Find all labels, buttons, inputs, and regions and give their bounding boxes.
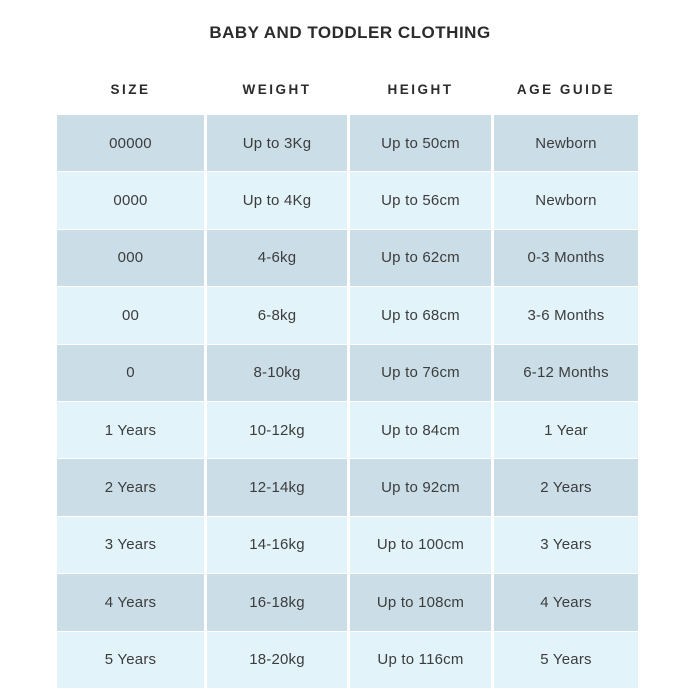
- table-cell: 00000: [57, 115, 204, 171]
- table-cell: 0-3 Months: [494, 230, 638, 286]
- column-header-age-guide: AGE GUIDE: [516, 81, 616, 97]
- table-cell: 5 Years: [57, 632, 204, 688]
- table-cell: Up to 108cm: [350, 574, 491, 630]
- table-cell: Up to 100cm: [350, 517, 491, 573]
- table-cell: 14-16kg: [207, 517, 347, 573]
- table-cell: 16-18kg: [207, 574, 347, 630]
- table-cell: 1 Years: [57, 402, 204, 458]
- table-cell: 6-8kg: [207, 287, 347, 343]
- table-cell: Up to 56cm: [350, 172, 491, 228]
- table-cell: 4 Years: [494, 574, 638, 630]
- table-cell: 2 Years: [57, 459, 204, 515]
- table-cell: Up to 84cm: [350, 402, 491, 458]
- table-cell: Up to 116cm: [350, 632, 491, 688]
- table-cell: Up to 62cm: [350, 230, 491, 286]
- table-cell: Newborn: [494, 115, 638, 171]
- table-cell: 12-14kg: [207, 459, 347, 515]
- column-header-weight: WEIGHT: [242, 81, 312, 97]
- table-cell: Up to 92cm: [350, 459, 491, 515]
- column-header-height: HEIGHT: [387, 81, 454, 97]
- table-cell: 0: [57, 345, 204, 401]
- table-cell: 4-6kg: [207, 230, 347, 286]
- table-cell: 2 Years: [494, 459, 638, 515]
- table-cell: 4 Years: [57, 574, 204, 630]
- column-header-size: SIZE: [110, 81, 151, 97]
- table-cell: 3 Years: [494, 517, 638, 573]
- table-cell: Up to 50cm: [350, 115, 491, 171]
- table-cell: 8-10kg: [207, 345, 347, 401]
- table-cell: Up to 4Kg: [207, 172, 347, 228]
- table-cell: 18-20kg: [207, 632, 347, 688]
- page-title: BABY AND TODDLER CLOTHING: [209, 23, 491, 42]
- table-cell: Up to 76cm: [350, 345, 491, 401]
- table-cell: 3-6 Months: [494, 287, 638, 343]
- table-cell: 5 Years: [494, 632, 638, 688]
- table-cell: 0000: [57, 172, 204, 228]
- table-cell: Up to 68cm: [350, 287, 491, 343]
- size-chart-table: [57, 115, 638, 688]
- table-cell: Up to 3Kg: [207, 115, 347, 171]
- table-header-row: [57, 80, 638, 98]
- table-cell: 00: [57, 287, 204, 343]
- table-cell: 10-12kg: [207, 402, 347, 458]
- table-cell: 3 Years: [57, 517, 204, 573]
- table-cell: 000: [57, 230, 204, 286]
- table-cell: 1 Year: [494, 402, 638, 458]
- table-cell: 6-12 Months: [494, 345, 638, 401]
- table-cell: Newborn: [494, 172, 638, 228]
